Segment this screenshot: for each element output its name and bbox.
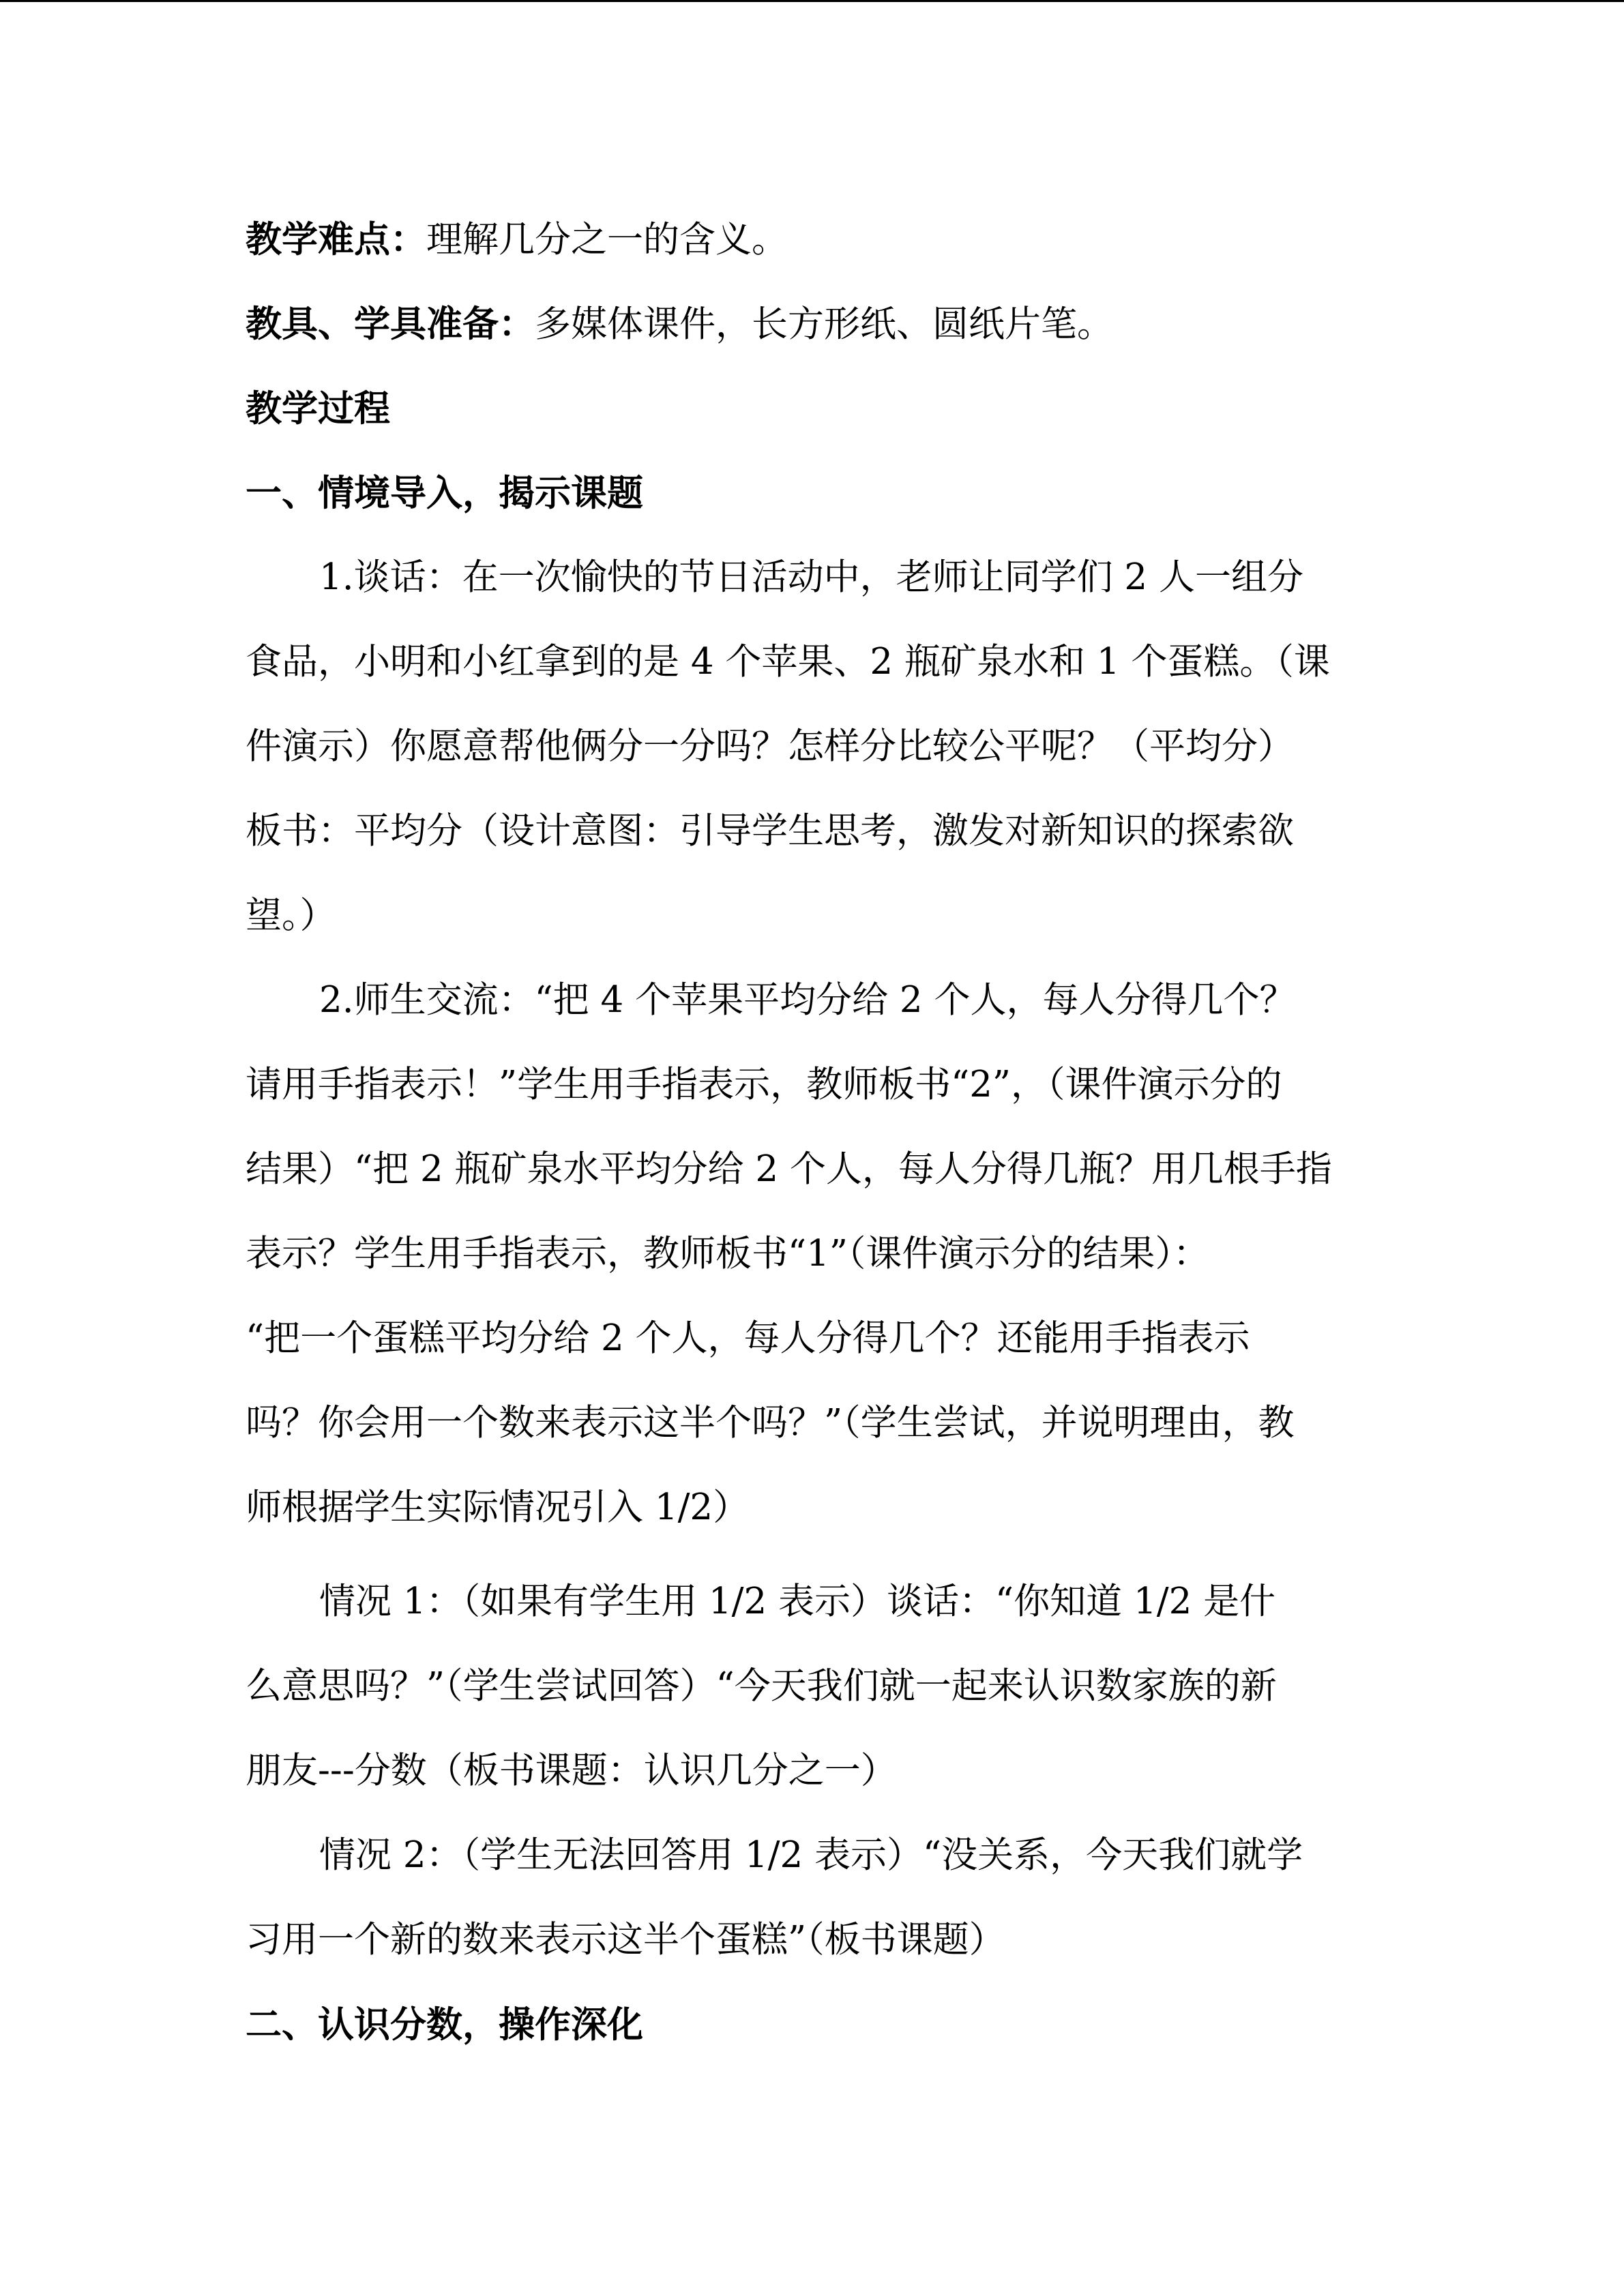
teaching-difficulty-text: 理解几分之一的含义。 <box>426 219 788 260</box>
teaching-process-heading: 教学过程 <box>246 387 390 430</box>
teaching-tools-label: 教具、学具准备： <box>246 303 535 345</box>
paragraph-2-line: 请用手指表示！”学生用手指表示，教师板书“2”，（课件演示分的 <box>246 1064 1282 1105</box>
paragraph-2-line: 结果）“把 2 瓶矿泉水平均分给 2 个人，每人分得几瓶？用几根手指 <box>246 1148 1332 1190</box>
paragraph-1-line: 板书：平均分（设计意图：引导学生思考，激发对新知识的探索欲 <box>246 810 1294 852</box>
paragraph-1-line: 望。） <box>246 895 336 936</box>
paragraph-4-line: 情况 2：（学生无法回答用 1/2 表示）“没关系，今天我们就学 <box>319 1834 1303 1876</box>
paragraph-1-line: 食品，小明和小红拿到的是 4 个苹果、2 瓶矿泉水和 1 个蛋糕。（课 <box>246 641 1330 683</box>
paragraph-1-line: 件演示）你愿意帮他俩分一分吗？怎样分比较公平呢？（平均分） <box>246 726 1294 767</box>
teaching-tools-text: 多媒体课件，长方形纸、圆纸片笔。 <box>535 303 1113 345</box>
paragraph-2-line: “把一个蛋糕平均分给 2 个人，每人分得几个？还能用手指表示 <box>246 1317 1250 1359</box>
paragraph-1-line: 1.谈话：在一次愉快的节日活动中，老师让同学们 2 人一组分 <box>319 556 1303 598</box>
paragraph-2-line: 师根据学生实际情况引入 1/2） <box>246 1487 750 1528</box>
paragraph-2-line: 表示？学生用手指表示，教师板书“1”（课件演示分的结果）： <box>246 1233 1209 1274</box>
paragraph-4-line: 习用一个新的数来表示这半个蛋糕”（板书课题） <box>246 1919 1005 1960</box>
section-2-heading: 二、认识分数，操作深化 <box>246 2003 643 2046</box>
teaching-difficulty-line <box>246 215 1378 264</box>
teaching-difficulty-label: 教学难点： <box>246 218 426 260</box>
paragraph-2-line: 2.师生交流：“把 4 个苹果平均分给 2 个人，每人分得几个？ <box>319 979 1296 1021</box>
section-1-heading: 一、情境导入，揭示课题 <box>246 472 643 514</box>
paragraph-3-line: 情况 1：（如果有学生用 1/2 表示）谈话：“你知道 1/2 是什 <box>319 1581 1276 1622</box>
paragraph-3-line: 么意思吗？”（学生尝试回答）“今天我们就一起来认识数家族的新 <box>246 1665 1277 1707</box>
teaching-tools-line <box>246 300 1378 348</box>
paragraph-3-line: 朋友---分数（板书课题：认识几分之一） <box>246 1750 897 1791</box>
page-top-border <box>0 0 1624 2</box>
paragraph-2-line: 吗？你会用一个数来表示这半个吗？”（学生尝试，并说明理由，教 <box>246 1402 1295 1444</box>
